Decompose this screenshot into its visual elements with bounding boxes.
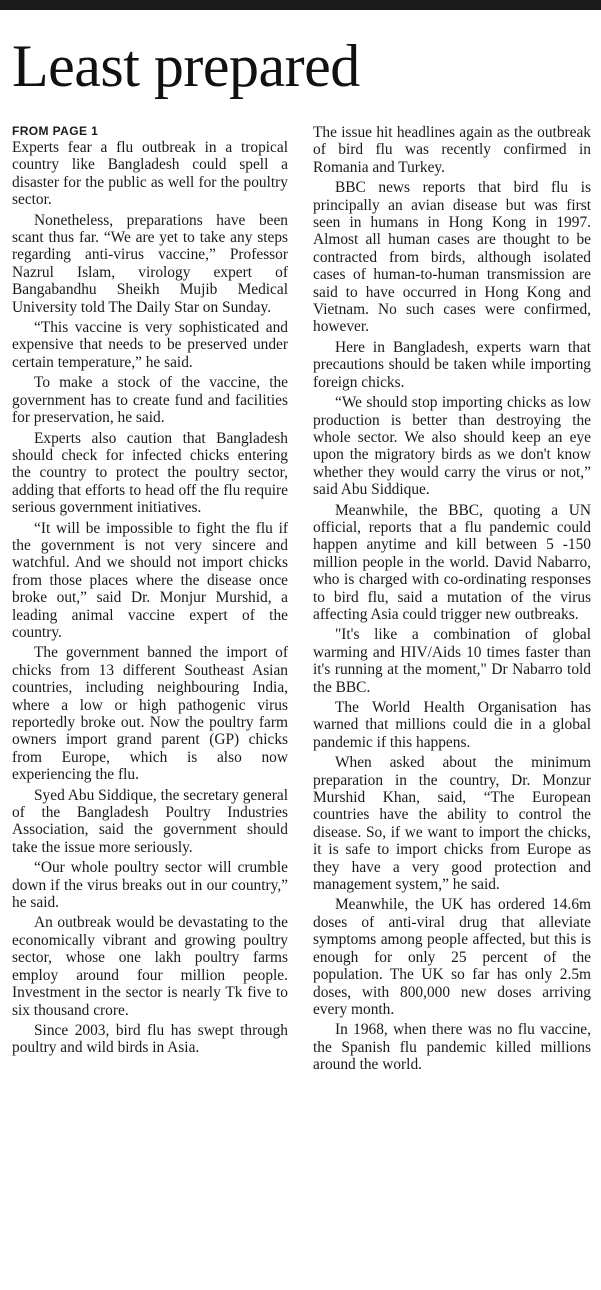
paragraph: An outbreak would be devastating to the economically vibrant and growing poultry sector, whose one lakh poultry farms employ around four million people. Investment in the sector is nearly Tk five to six thousand crore. [12,914,288,1019]
paragraph: Meanwhile, the UK has ordered 14.6m doses of anti-viral drug that alleviate symptoms among people affected, but this is enough for only 25 percent of the population. The UK so far has only 2.5m doses, with 800,000 new doses arriving every month. [313,896,591,1018]
article-column-left [12,124,288,1060]
paragraph: Since 2003, bird flu has swept through poultry and wild birds in Asia. [12,1021,288,1057]
paragraph: The issue hit headlines again as the outbreak of bird flu was recently confirmed in Romania and Turkey. [313,124,591,176]
kicker: FROM PAGE 1 [12,124,99,138]
paragraph: “This vaccine is very sophisticated and expensive that needs to be preserved under certain temperature,” he said. [12,319,288,371]
paragraph: "It's like a combination of global warming and HIV/Aids 10 times faster than it's running at the moment," Dr Nabarro told the BBC. [313,626,591,696]
paragraph: “It will be impossible to fight the flu if the government is not very sincere and watchful. And we should not import chicks from those places where the disease once broke out,” said Dr. Monjur Murshid, a leading animal vaccine expert of the country. [12,519,288,641]
paragraph: BBC news reports that bird flu is principally an avian disease but was first seen in humans in Hong Kong in 1997. Almost all human cases are thought to be contracted from birds, although isolated cases of human-to-human transmission are said to have occurred in Hong Kong and Vietnam. No such cases were confirmed, however. [313,179,591,336]
paragraph: To make a stock of the vaccine, the government has to create fund and facilities for preservation, he said. [12,374,288,427]
paragraph: Meanwhile, the BBC, quoting a UN official, reports that a flu pandemic could happen anytime and kill between 5 -150 million people in the world. David Nabarro, who is charged with co-ordinating responses to bird flu, said a mutation of the virus affecting Asia could trigger new outbreaks. [313,501,591,623]
paragraph: Nonetheless, preparations have been scant thus far. “We are yet to take any steps regarding anti-virus vaccine,” Professor Nazrul Islam, virology expert of Bangabandhu Sheikh Mujib Medical University told The Daily Star on Sunday. [12,211,288,316]
paragraph: The government banned the import of chicks from 13 different Southeast Asian countries, including neighbouring India, where a low or high pathogenic virus reportedly broke out. Now the poultry farm owners import grand parent (GP) chicks from Europe, which is also now experiencing the flu. [12,644,288,784]
paragraph: When asked about the minimum preparation in the country, Dr. Monzur Murshid Khan, said, “The European countries have the ability to control the disease. So, if we want to import the chicks, it is safe to import chicks from Europe as they have a very good protection and management system,” he said. [313,754,591,894]
headline: Least prepared [12,33,360,99]
paragraph: The World Health Organisation has warned that millions could die in a global pandemic if this happens. [313,699,591,751]
top-rule [0,0,601,10]
paragraph: Experts also caution that Bangladesh should check for infected chicks entering the country to protect the poultry sector, adding that efforts to head off the flu require serious government initiatives. [12,429,288,517]
article-column-right [313,124,591,1077]
paragraph: Here in Bangladesh, experts warn that precautions should be taken while importing foreign chicks. [313,338,591,391]
paragraph: “Our whole poultry sector will crumble down if the virus breaks out in our country,” he said. [12,859,288,912]
paragraph: Experts fear a flu outbreak in a tropical country like Bangladesh could spell a disaster for the public as well for the poultry sector. [12,139,288,209]
paragraph: Syed Abu Siddique, the secretary general of the Bangladesh Poultry Industries Association, said the government should take the issue more seriously. [12,786,288,856]
paragraph: “We should stop importing chicks as low production is better than destroying the whole sector. We also should keep an eye upon the migratory birds as we don't know whether they would carry the virus or not,” said Abu Siddique. [313,394,591,499]
paragraph: In 1968, when there was no flu vaccine, the Spanish flu pandemic killed millions around the world. [313,1021,591,1074]
